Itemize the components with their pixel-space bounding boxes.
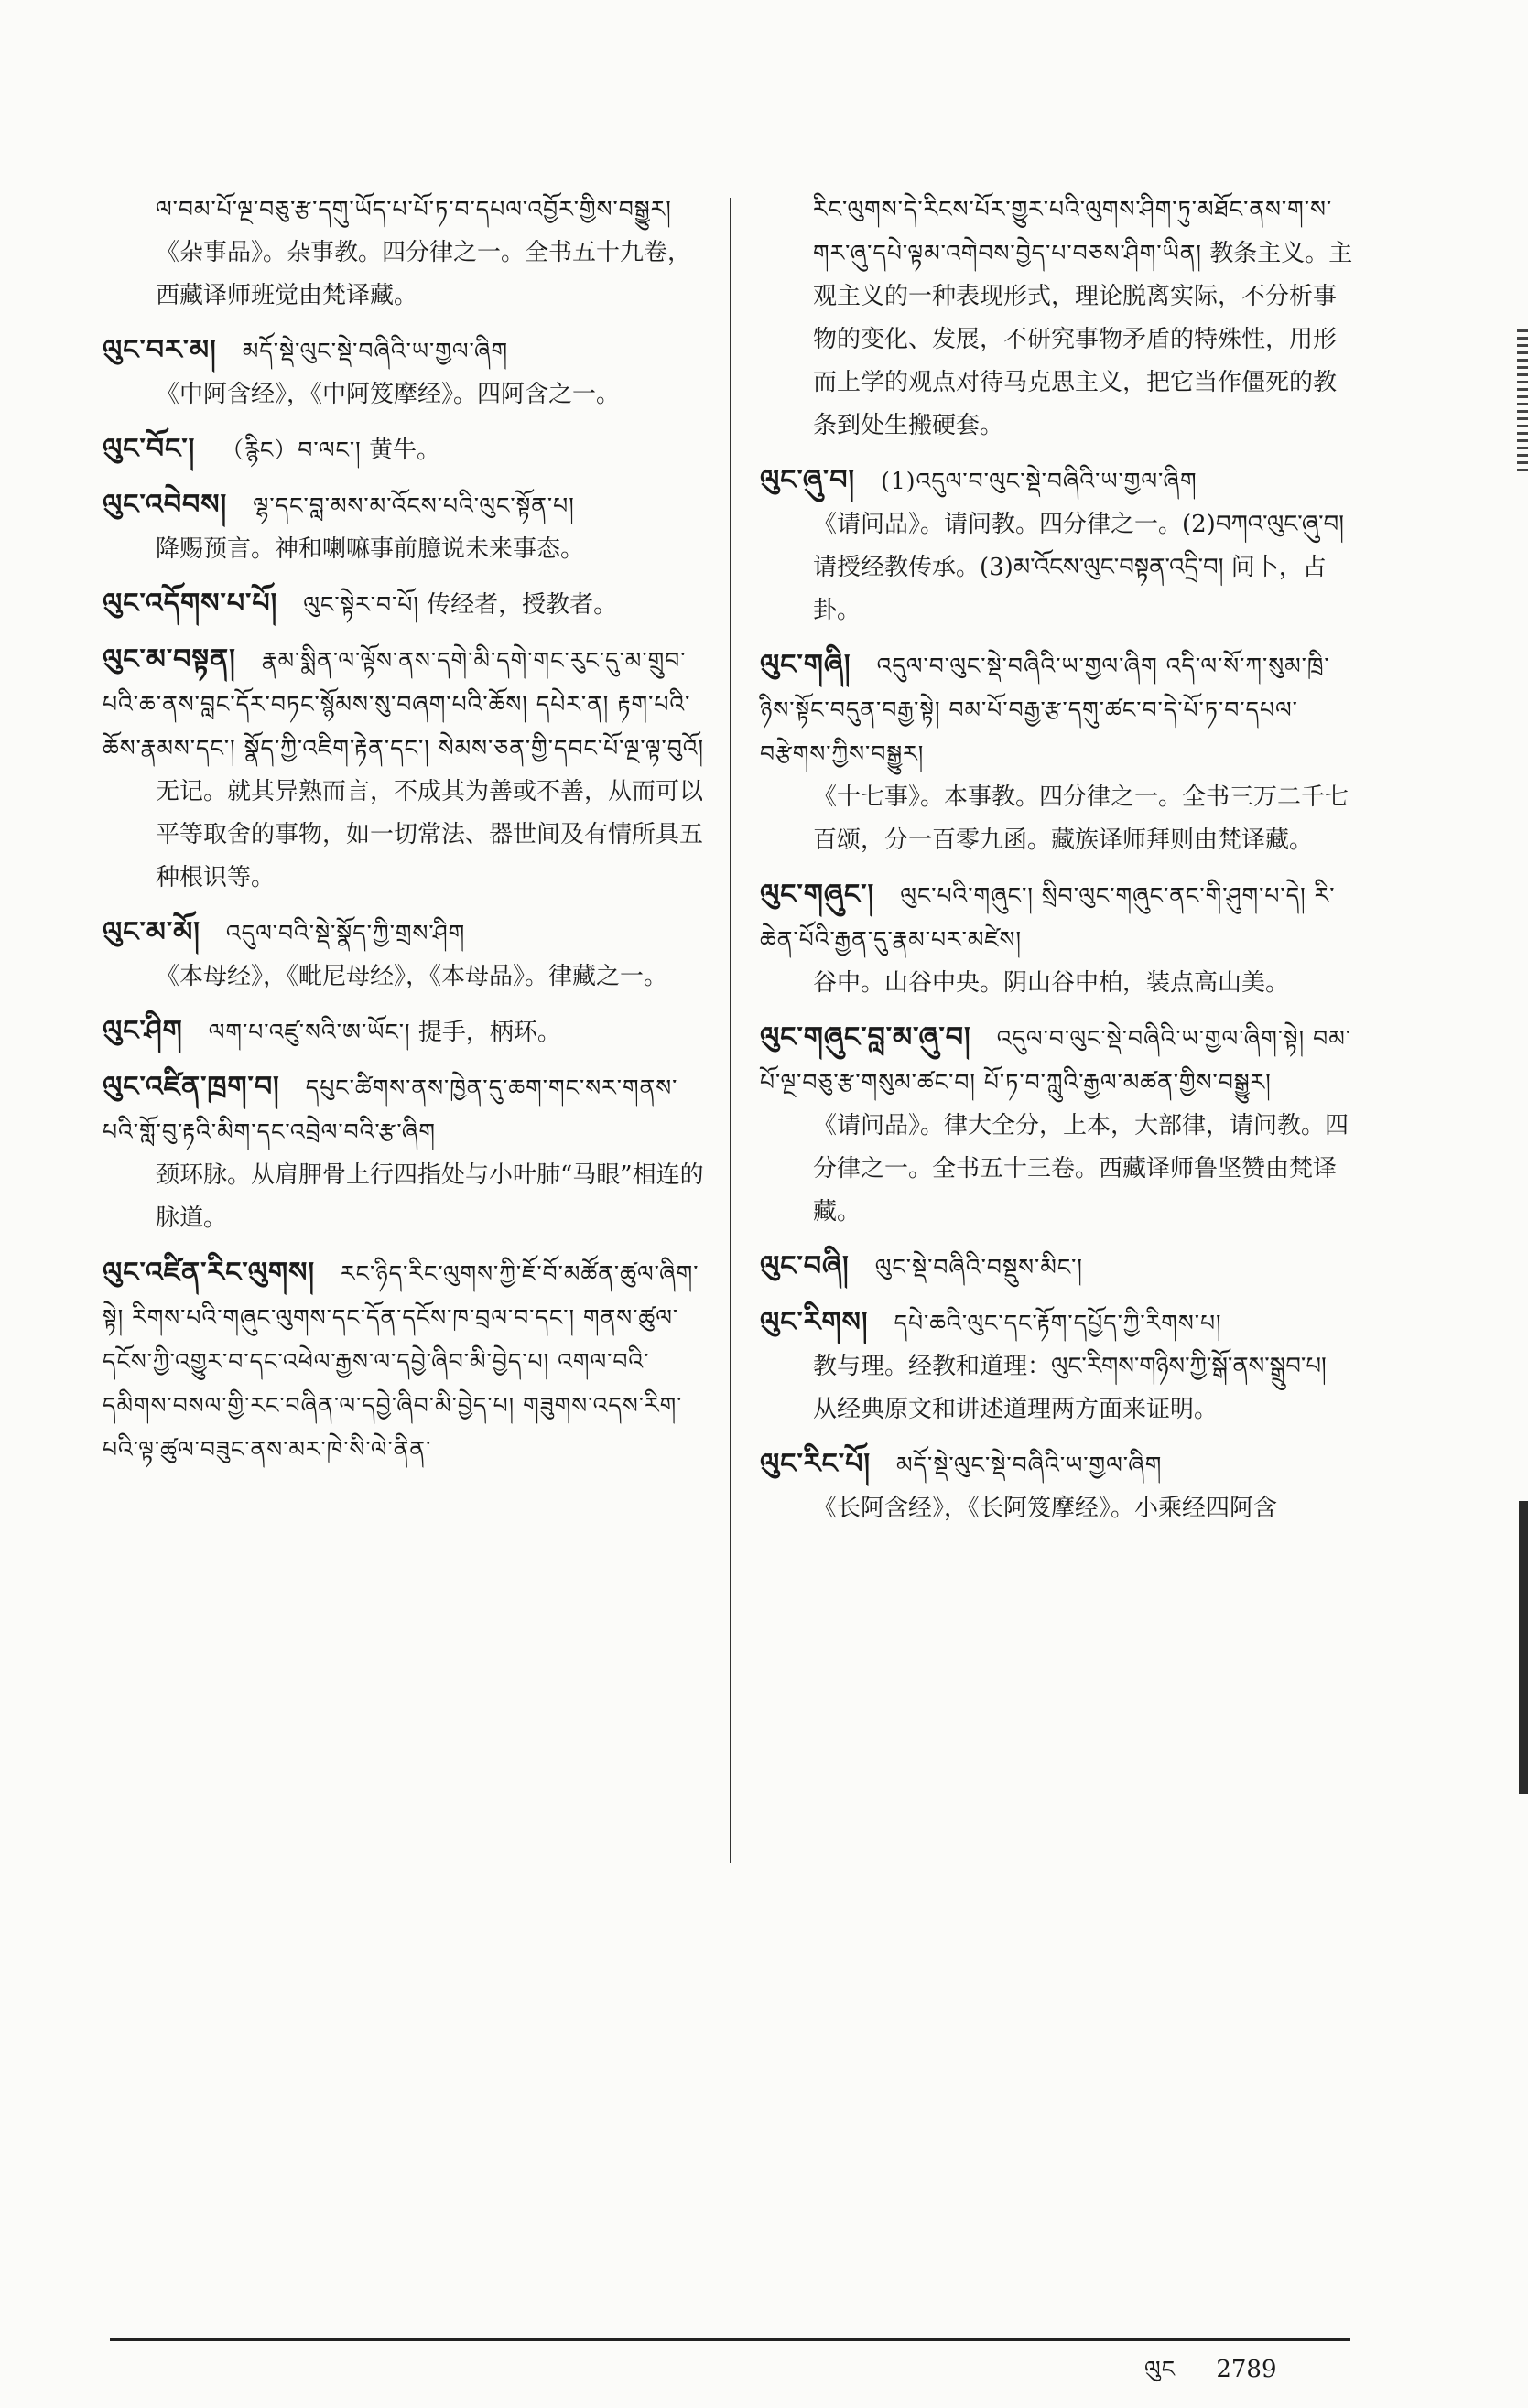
dictionary-entry: [760, 459, 1355, 632]
entry-chinese: 《长阿含经》，《长阿笈摩经》。小乘经四阿含: [813, 1495, 1278, 1522]
entry-chinese: 黄牛。: [368, 437, 440, 464]
entry-headword: ལུང་འཛིན་རིང་ལུགས།: [103, 1257, 316, 1289]
dictionary-entry: [760, 643, 1355, 862]
dictionary-entry: [103, 1065, 712, 1240]
entry-headword: ལུང་རིང་པོ།: [760, 1448, 871, 1480]
dictionary-entry: [760, 188, 1355, 448]
footer-rule: [110, 2338, 1350, 2341]
entry-chinese: 教条主义。主观主义的一种表现形式，理论脱离实际，不分析事物的变化、发展，不研究事物矛盾的特殊性，用形而上学的观点对待马克思主义，把它当作僵死的教条到处生搬硬套。: [813, 240, 1353, 439]
dictionary-entry: [103, 427, 712, 472]
entry-headword: ལུང་བར་མ།: [103, 334, 217, 366]
dictionary-entry: [103, 1010, 712, 1054]
left-column: [103, 188, 712, 1483]
entry-tibetan: མདོ་སྡེ་ལུང་སྡེ་བཞིའི་ཡ་གྱལ་ཞིག: [895, 1452, 1163, 1478]
entry-headword: ལུང་གཞུང་བླ་མ་ཞུ་བ།: [760, 1021, 971, 1053]
entry-tibetan: ལ་བམ་པོ་ལྔ་བཅུ་རྩ་དགུ་ཡོད་པ་པོ་ཏ་བ་དཔལ་འབྱོར་གྱིས་བསྒྱུར།: [156, 196, 672, 222]
entry-chinese: 教与理。经教和道理：ལུང་རིགས་གཉིས་ཀྱི་སྒོ་ནས་སྒྲུབ་པ། 从经典原文和讲述道理两方面来证明。: [813, 1353, 1327, 1423]
dictionary-entry: [103, 582, 712, 627]
dictionary-entry: [103, 483, 712, 571]
dictionary-entry: [103, 188, 712, 318]
entry-tibetan: འདུལ་བ་ལུང་སྡེ་བཞིའི་ཡ་གྱལ་ཞིག འདི་ལ་སོ་ཀ་སུམ་ཁྲི་ཉིས་སྟོང་བདུན་བརྒྱ་སྟེ། བམ་པོ་བརྒྱ་རྩ་དགུ་ཚང་བ་དེ་པོ་ཏ་བ་དཔལ་བརྩེགས་ཀྱིས་བསྒྱུར།: [760, 653, 1330, 767]
entry-headword: ལུང་གཞུང་།: [760, 879, 875, 911]
entry-tibetan: རིང་ལུགས་དེ་རིངས་པོར་གྱུར་པའི་ལུགས་ཤིག་ཏུ་མཐོང་ནས་ག་ས་གར་ཞུ་དཔེ་ལྟམ་འགེབས་བྱེད་པ་བཅས་ཤིག་ཡིན།: [813, 196, 1333, 266]
dictionary-entry: [103, 1251, 712, 1472]
entry-chinese: 颈环脉。从肩胛骨上行四指处与小叶肺“马眼”相连的脉道。: [156, 1161, 704, 1232]
entry-chinese: 提手，柄环。: [417, 1019, 561, 1046]
entry-headword: ལུང་རིགས།: [760, 1306, 869, 1338]
entry-tibetan: ལྷ་དང་བླ་མས་མ་འོངས་པའི་ལུང་སྟོན་པ།: [253, 492, 575, 519]
edge-scan-bar: [1519, 1501, 1528, 1794]
dictionary-entry: [103, 329, 712, 416]
entry-chinese: 无记。就其异熟而言，不成其为善或不善，从而可以平等取舍的事物，如一切常法、器世间及有情所具五种根识等。: [156, 778, 704, 891]
edge-scan-marks: [1517, 329, 1528, 476]
entry-tibetan: ལག་པ་འཛུ་སའི་ཨ་ཡོང་།: [208, 1019, 411, 1045]
entry-tibetan: ལུང་སྡེ་བཞིའི་བསྡུས་མིང་།: [874, 1254, 1083, 1280]
entry-tibetan: འདུལ་བའི་སྡེ་སྣོད་ཀྱི་གྲས་ཤིག: [225, 920, 466, 946]
entry-chinese: 《请问品》。律大全分，上本，大部律，请问教。四分律之一。全书五十三卷。西藏译师鲁坚赞由梵译藏。: [813, 1112, 1349, 1226]
entry-chinese: 传经者，授教者。: [427, 591, 618, 619]
entry-chinese: 《十七事》。本事教。四分律之一。全书三万二千七百颂，分一百零九函。藏族译师拜则由梵译藏。: [813, 783, 1349, 854]
entry-tibetan: དཔེ་ཆའི་ལུང་དང་རྟོག་དཔྱོད་ཀྱི་རིགས་པ།: [894, 1310, 1222, 1336]
dictionary-entry: [760, 1016, 1355, 1234]
page-footer: [1144, 2343, 1277, 2408]
column-divider: [730, 198, 731, 1863]
entry-headword: ལུང་ཤིག: [103, 1015, 183, 1047]
entry-tibetan: （རྙིང）བ་ལང་།: [221, 437, 362, 463]
dictionary-entry: [103, 911, 712, 999]
entry-chinese: 《本母经》，《毗尼母经》，《本母品》。律藏之一。: [156, 963, 668, 990]
entry-headword: ལུང་བོང་།: [103, 433, 196, 465]
entry-headword: ལུང་བཞི།: [760, 1250, 850, 1282]
entry-chinese: 《请问品》。请问教。四分律之一。(2)བཀའ་ལུང་ཞུ་བ། 请授经教传承。(3)མ་འོངས་ལུང་བསྟན་འདྲི་བ། 问卜，占卦。: [813, 511, 1344, 624]
page-number: 2789: [1216, 2356, 1277, 2383]
entry-tibetan: ལུང་སྟེར་བ་པོ།: [303, 591, 419, 618]
entry-headword: ལུང་འབེབས།: [103, 489, 228, 521]
entry-tibetan: འདུལ་བ་ལུང་སྡེ་བཞིའི་ཡ་གྱལ་ཞིག་སྟེ། བམ་པོ་ལྔ་བཅུ་རྩ་གསུམ་ཚང་བ། པོ་ཏ་བ་ཀླུའི་རྒྱལ་མཚན་གྱིས་བསྒྱུར།: [760, 1025, 1352, 1096]
entry-chinese: 降赐预言。神和喇嘛事前臆说未来事态。: [156, 535, 585, 563]
dictionary-entry: [760, 1245, 1355, 1290]
entry-tibetan: རྣམ་སྨིན་ལ་ལྟོས་ནས་དགེ་མི་དགེ་གང་རུང་དུ་མ་གྲུབ་པའི་ཆ་ནས་བླང་དོར་བཏང་སྙོམས་སུ་བཞག་པའི་ཆོས། དཔེར་ན། རྟག་པའི་ཆོས་རྣམས་དང་། སྣོད་ཀྱི་འཇིག་རྟེན་དང་། སེམས་ཅན་གྱི་དབང་པོ་ལྔ་ལྟ་བུའོ།: [103, 647, 705, 761]
entry-headword: ལུང་མ་བསྟན།: [103, 643, 236, 675]
entry-headword: ལུང་ཞུ་བ།: [760, 464, 856, 496]
entry-headword: ལུང་འཛིན་ཁྲག་བ།: [103, 1071, 280, 1103]
entry-headword: ལུང་འདོགས་པ་པོ།: [103, 588, 278, 620]
running-headword: ལུང: [1144, 2356, 1176, 2382]
entry-chinese: 《中阿含经》，《中阿笈摩经》。四阿含之一。: [156, 381, 621, 408]
entry-chinese: 谷中。山谷中央。阴山谷中柏，装点高山美。: [813, 969, 1290, 997]
entry-tibetan: མདོ་སྡེ་ལུང་སྡེ་བཞིའི་ཡ་གྱལ་ཞིག: [242, 338, 509, 364]
dictionary-entry: [103, 638, 712, 900]
dictionary-entry: [760, 873, 1355, 1005]
entry-headword: ལུང་མ་མོ།: [103, 916, 200, 948]
entry-headword: ལུང་གཞི།: [760, 649, 851, 681]
dictionary-entry: [760, 1442, 1355, 1530]
dictionary-entry: [760, 1301, 1355, 1431]
entry-tibetan: རང་ཉིད་རིང་ལུགས་ཀྱི་ཇོ་བོ་མཚོན་ཚུལ་ཞིག་སྟེ། རིགས་པའི་གཞུང་ལུགས་དང་དོན་དངོས་ཁ་བྲལ་བ་དང་། གནས་ཚུལ་དངོས་ཀྱི་འགྱུར་བ་དང་འཕེལ་རྒྱས་ལ་དབྱེ་ཞིབ་མི་བྱེད་པ། འགལ་བའི་དམིགས་བསལ་གྱི་རང་བཞིན་ལ་དབྱེ་ཞིབ་མི་བྱེད་པ། གཟུགས་འདས་རིག་པའི་ལྟ་ཚུལ་བཟུང་ནས་མར་ཁེ་སི་ལེ་ནིན་: [103, 1260, 699, 1463]
entry-tibetan: (1)འདུལ་བ་ལུང་སྡེ་བཞིའི་ཡ་གྱལ་ཞིག: [881, 468, 1197, 494]
entry-tibetan: ལུང་པའི་གཞུང་། སྲིབ་ལུང་གཞུང་ནང་གི་ཤུག་པ་དེ། རི་ཆེན་པོའི་རྒྱན་དུ་རྣམ་པར་མཛེས།: [760, 882, 1336, 953]
right-column: [760, 188, 1355, 1541]
entry-tibetan: དཔུང་ཚིགས་ནས་ཁྱེན་དུ་ཆག་གང་སར་གནས་པའི་གློ་བུ་རྟའི་མིག་དང་འབྲེལ་བའི་རྩ་ཞིག: [103, 1074, 678, 1145]
entry-chinese: 《杂事品》。杂事教。四分律之一。全书五十九卷，西藏译师班觉由梵译藏。: [156, 239, 692, 309]
